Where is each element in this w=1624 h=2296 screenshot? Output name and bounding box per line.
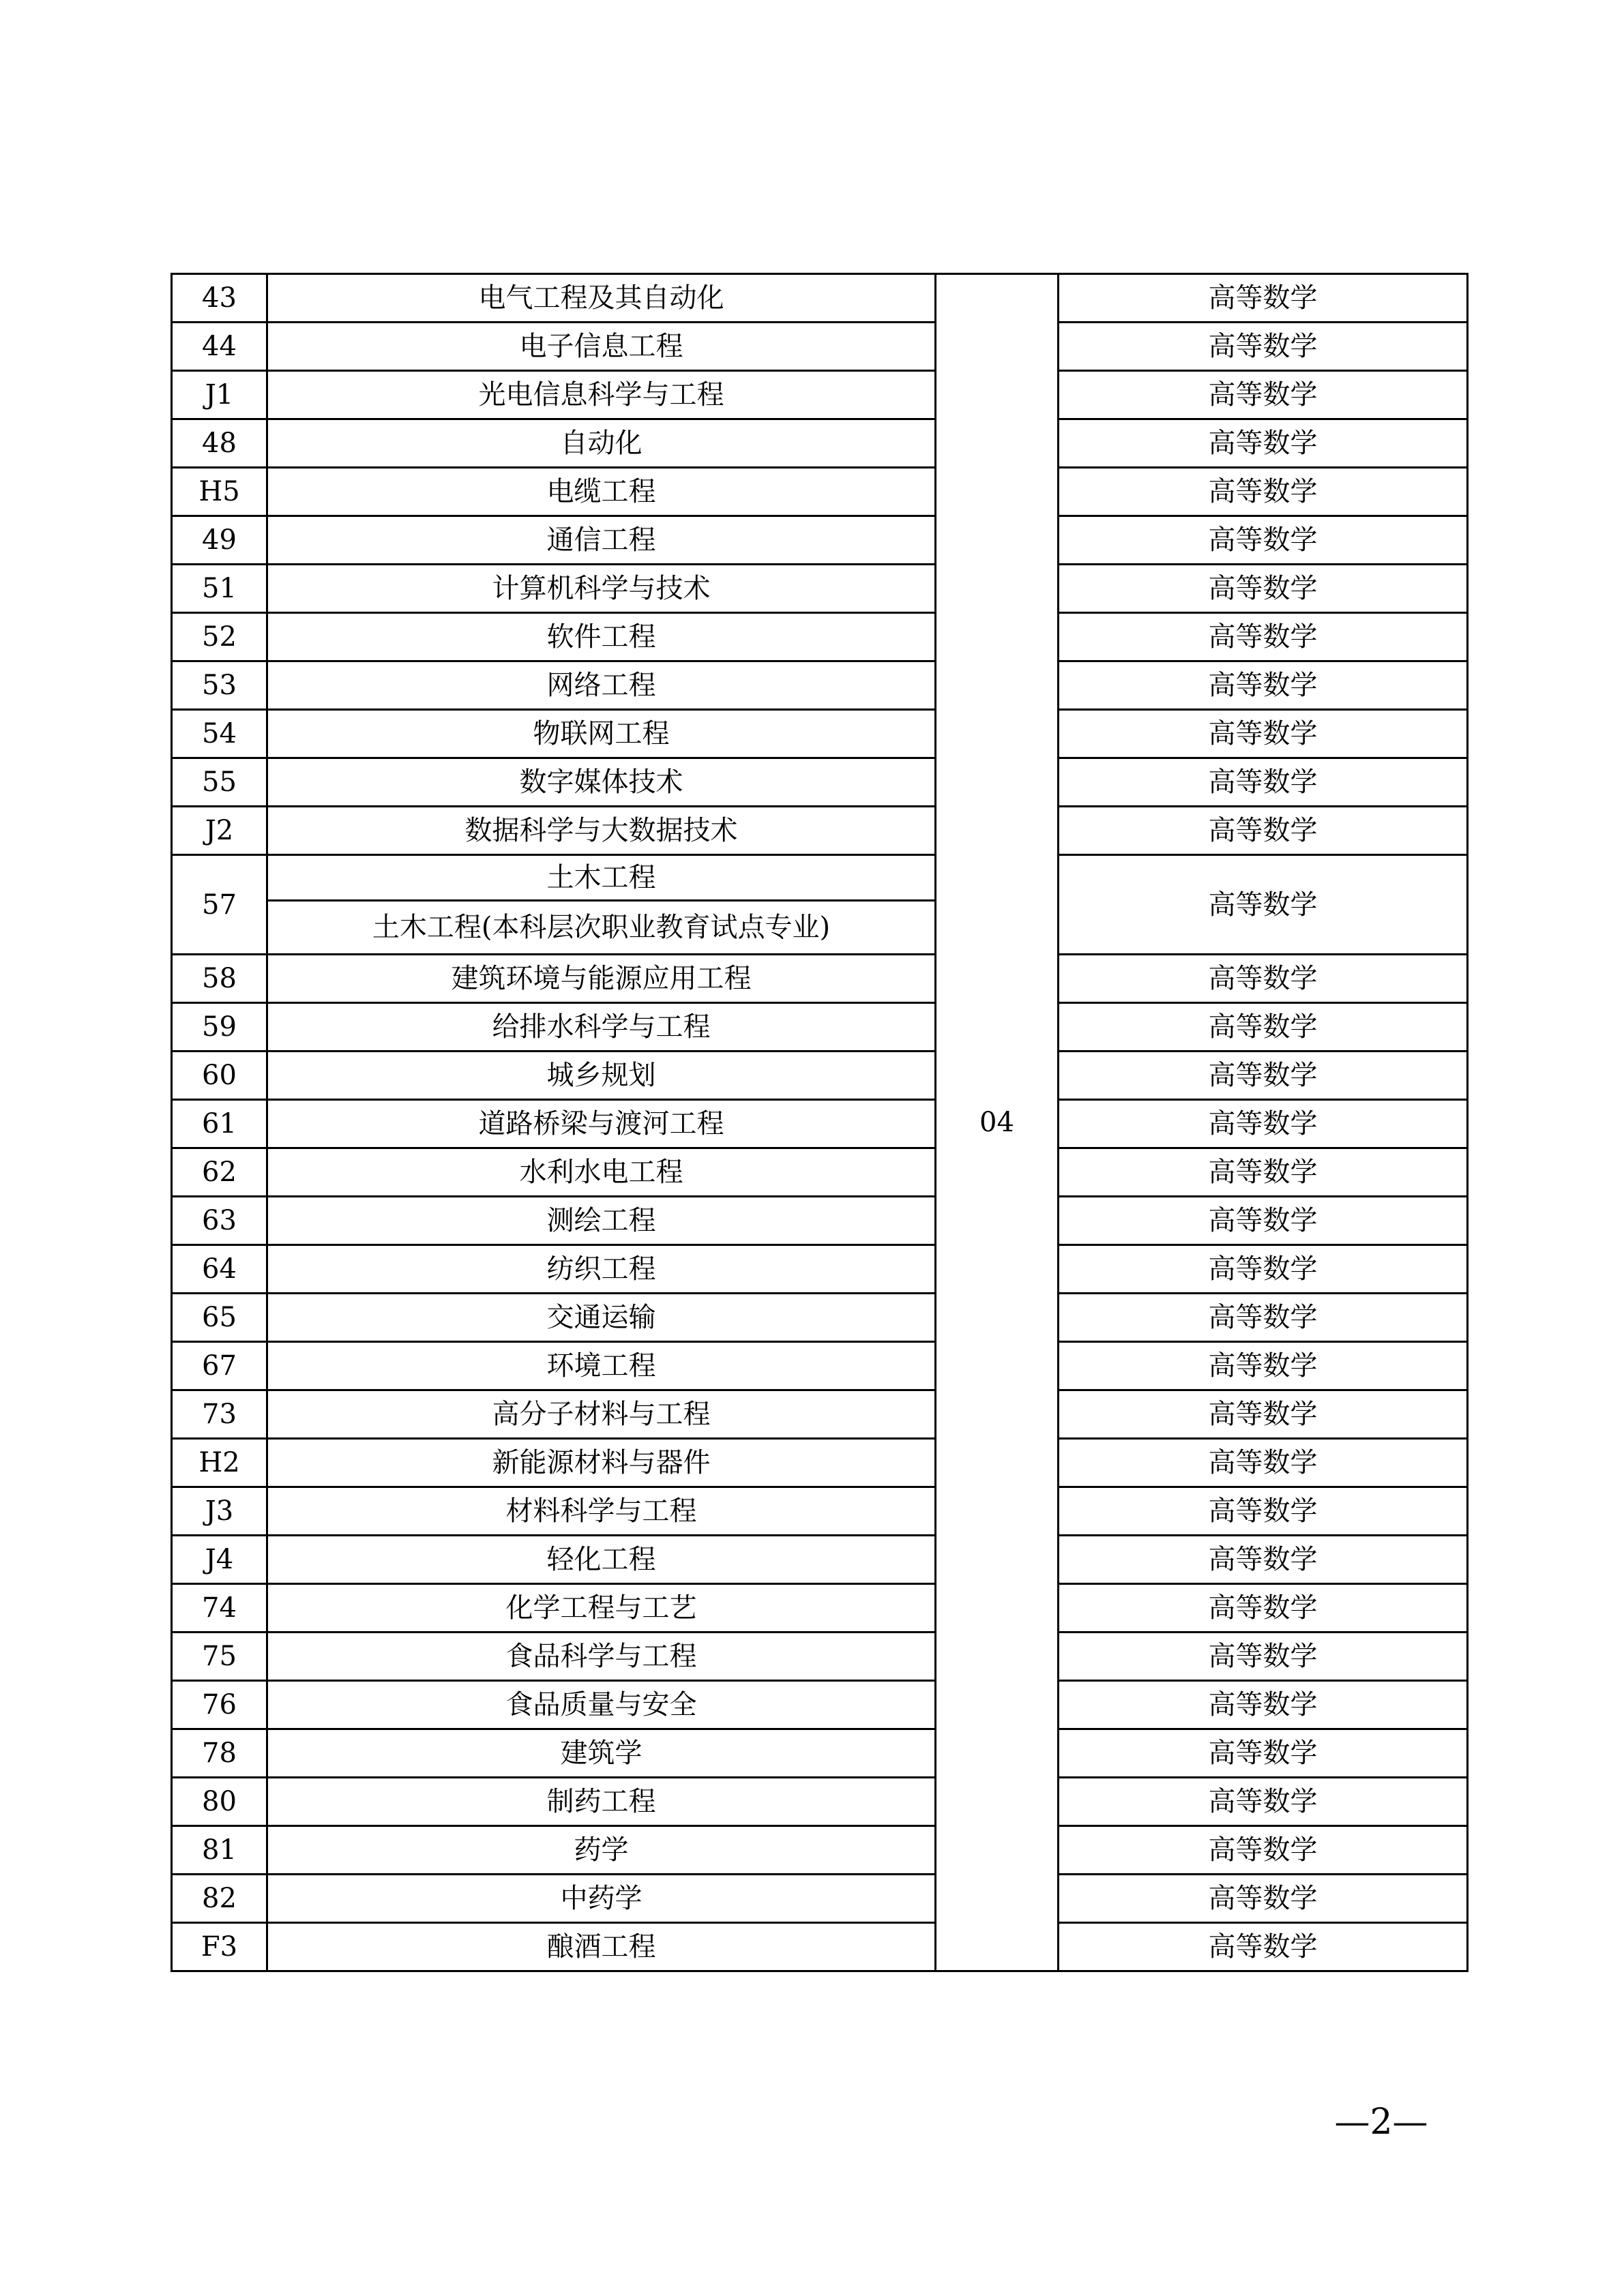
exam-subject-cell: 高等数学: [1059, 1003, 1468, 1052]
table-row: [172, 1003, 1468, 1052]
major-name-cell: 数字媒体技术: [267, 758, 936, 807]
exam-subject-cell: 高等数学: [1059, 807, 1468, 855]
major-name-cell: 建筑学: [267, 1729, 936, 1778]
row-number-cell: H2: [172, 1439, 267, 1487]
exam-subject-cell: 高等数学: [1059, 955, 1468, 1003]
major-name-cell: 药学: [267, 1826, 936, 1875]
table-row: [172, 1826, 1468, 1875]
row-number-cell: 73: [172, 1390, 267, 1439]
exam-subject-cell: 高等数学: [1059, 1148, 1468, 1197]
row-number-cell: 53: [172, 661, 267, 710]
exam-subject-cell: 高等数学: [1059, 1536, 1468, 1584]
row-number-cell: 65: [172, 1294, 267, 1342]
row-number-cell: J1: [172, 371, 267, 419]
table-row: [172, 1245, 1468, 1294]
row-number-cell: J4: [172, 1536, 267, 1584]
major-name-cell: 测绘工程: [267, 1197, 936, 1245]
table-row: [172, 1052, 1468, 1100]
table-row: [172, 710, 1468, 758]
major-subject-table: [171, 273, 1468, 1972]
row-number-cell: 74: [172, 1584, 267, 1632]
major-name-cell: 轻化工程: [267, 1536, 936, 1584]
exam-subject-cell: 高等数学: [1059, 1439, 1468, 1487]
exam-subject-cell: 高等数学: [1059, 1197, 1468, 1245]
row-number-cell: 78: [172, 1729, 267, 1778]
row-number-cell: 59: [172, 1003, 267, 1052]
major-name-cell: 电气工程及其自动化: [267, 274, 936, 323]
exam-subject-cell: 高等数学: [1059, 1778, 1468, 1826]
exam-subject-cell: 高等数学: [1059, 274, 1468, 323]
row-number-cell: 54: [172, 710, 267, 758]
major-name-cell: 交通运输: [267, 1294, 936, 1342]
major-name-cell: 建筑环境与能源应用工程: [267, 955, 936, 1003]
table-row: [172, 419, 1468, 468]
major-name-cell: 自动化: [267, 419, 936, 468]
row-number-cell: 82: [172, 1875, 267, 1923]
table-row: [172, 1632, 1468, 1681]
exam-subject-cell: 高等数学: [1059, 1487, 1468, 1536]
exam-subject-cell: 高等数学: [1059, 1294, 1468, 1342]
row-number-cell: J3: [172, 1487, 267, 1536]
table-row: [172, 661, 1468, 710]
major-name-cell: 食品质量与安全: [267, 1681, 936, 1729]
table-row: [172, 955, 1468, 1003]
row-number-cell: 62: [172, 1148, 267, 1197]
row-number-cell: 44: [172, 323, 267, 371]
major-name-cell: 环境工程: [267, 1342, 936, 1390]
table-body: [172, 274, 1468, 1971]
exam-subject-cell: 高等数学: [1059, 419, 1468, 468]
major-name-cell: 电缆工程: [267, 468, 936, 516]
table-row: [172, 807, 1468, 855]
table-row: [172, 855, 1468, 901]
category-code-cell: 04: [936, 274, 1059, 1971]
major-name-cell: 电子信息工程: [267, 323, 936, 371]
major-name-cell: 水利水电工程: [267, 1148, 936, 1197]
major-name-cell: 计算机科学与技术: [267, 565, 936, 613]
exam-subject-cell: 高等数学: [1059, 1923, 1468, 1971]
table-row: [172, 323, 1468, 371]
major-name-cell: 网络工程: [267, 661, 936, 710]
table-row: [172, 1681, 1468, 1729]
table-row: [172, 1487, 1468, 1536]
exam-subject-cell: 高等数学: [1059, 710, 1468, 758]
row-number-cell: 63: [172, 1197, 267, 1245]
table-row: [172, 1536, 1468, 1584]
row-number-cell: J2: [172, 807, 267, 855]
exam-subject-cell: 高等数学: [1059, 1052, 1468, 1100]
exam-subject-cell: 高等数学: [1059, 1100, 1468, 1148]
major-name-cell: 纺织工程: [267, 1245, 936, 1294]
exam-subject-cell: 高等数学: [1059, 613, 1468, 661]
major-name-cell: 给排水科学与工程: [267, 1003, 936, 1052]
major-name-cell: 土木工程(本科层次职业教育试点专业): [267, 901, 936, 955]
major-name-cell: 数据科学与大数据技术: [267, 807, 936, 855]
major-name-cell: 道路桥梁与渡河工程: [267, 1100, 936, 1148]
row-number-cell: 80: [172, 1778, 267, 1826]
row-number-cell: 64: [172, 1245, 267, 1294]
exam-subject-cell: 高等数学: [1059, 1826, 1468, 1875]
exam-subject-cell: 高等数学: [1059, 371, 1468, 419]
exam-subject-cell: 高等数学: [1059, 661, 1468, 710]
table-row: [172, 758, 1468, 807]
major-name-cell: 软件工程: [267, 613, 936, 661]
row-number-cell: F3: [172, 1923, 267, 1971]
row-number-cell: 55: [172, 758, 267, 807]
major-name-cell: 酿酒工程: [267, 1923, 936, 1971]
row-number-cell: 48: [172, 419, 267, 468]
exam-subject-cell: 高等数学: [1059, 758, 1468, 807]
table-row: [172, 1778, 1468, 1826]
table-row: [172, 1923, 1468, 1971]
major-name-cell: 土木工程: [267, 855, 936, 901]
table-row: [172, 1439, 1468, 1487]
row-number-cell: 57: [172, 855, 267, 955]
major-name-cell: 材料科学与工程: [267, 1487, 936, 1536]
table-row: [172, 1390, 1468, 1439]
exam-subject-cell: 高等数学: [1059, 516, 1468, 565]
row-number-cell: 49: [172, 516, 267, 565]
major-name-cell: 城乡规划: [267, 1052, 936, 1100]
table-row: [172, 1875, 1468, 1923]
exam-subject-cell: 高等数学: [1059, 323, 1468, 371]
table-row: [172, 371, 1468, 419]
exam-subject-cell: 高等数学: [1059, 1729, 1468, 1778]
exam-subject-cell: 高等数学: [1059, 1390, 1468, 1439]
row-number-cell: 61: [172, 1100, 267, 1148]
exam-subject-cell: 高等数学: [1059, 855, 1468, 955]
table-row: [172, 516, 1468, 565]
exam-subject-cell: 高等数学: [1059, 1342, 1468, 1390]
major-name-cell: 制药工程: [267, 1778, 936, 1826]
row-number-cell: 81: [172, 1826, 267, 1875]
table-row: [172, 1294, 1468, 1342]
major-name-cell: 化学工程与工艺: [267, 1584, 936, 1632]
row-number-cell: 67: [172, 1342, 267, 1390]
exam-subject-cell: 高等数学: [1059, 468, 1468, 516]
major-name-cell: 物联网工程: [267, 710, 936, 758]
row-number-cell: 76: [172, 1681, 267, 1729]
exam-subject-cell: 高等数学: [1059, 1584, 1468, 1632]
major-name-cell: 通信工程: [267, 516, 936, 565]
row-number-cell: H5: [172, 468, 267, 516]
row-number-cell: 60: [172, 1052, 267, 1100]
exam-subject-cell: 高等数学: [1059, 565, 1468, 613]
row-number-cell: 58: [172, 955, 267, 1003]
table-row: [172, 1197, 1468, 1245]
table-row: [172, 613, 1468, 661]
table-row: [172, 468, 1468, 516]
row-number-cell: 43: [172, 274, 267, 323]
major-name-cell: 高分子材料与工程: [267, 1390, 936, 1439]
table-row: [172, 1729, 1468, 1778]
major-name-cell: 新能源材料与器件: [267, 1439, 936, 1487]
row-number-cell: 52: [172, 613, 267, 661]
table-row: [172, 274, 1468, 323]
table-row: [172, 1342, 1468, 1390]
exam-subject-cell: 高等数学: [1059, 1245, 1468, 1294]
page-number: —2—: [1334, 2102, 1428, 2143]
exam-subject-cell: 高等数学: [1059, 1875, 1468, 1923]
table-row: [172, 1148, 1468, 1197]
table-row: [172, 1584, 1468, 1632]
table-row: [172, 1100, 1468, 1148]
row-number-cell: 75: [172, 1632, 267, 1681]
exam-subject-cell: 高等数学: [1059, 1632, 1468, 1681]
row-number-cell: 51: [172, 565, 267, 613]
major-name-cell: 食品科学与工程: [267, 1632, 936, 1681]
table-row: [172, 565, 1468, 613]
major-name-cell: 中药学: [267, 1875, 936, 1923]
major-name-cell: 光电信息科学与工程: [267, 371, 936, 419]
exam-subject-cell: 高等数学: [1059, 1681, 1468, 1729]
